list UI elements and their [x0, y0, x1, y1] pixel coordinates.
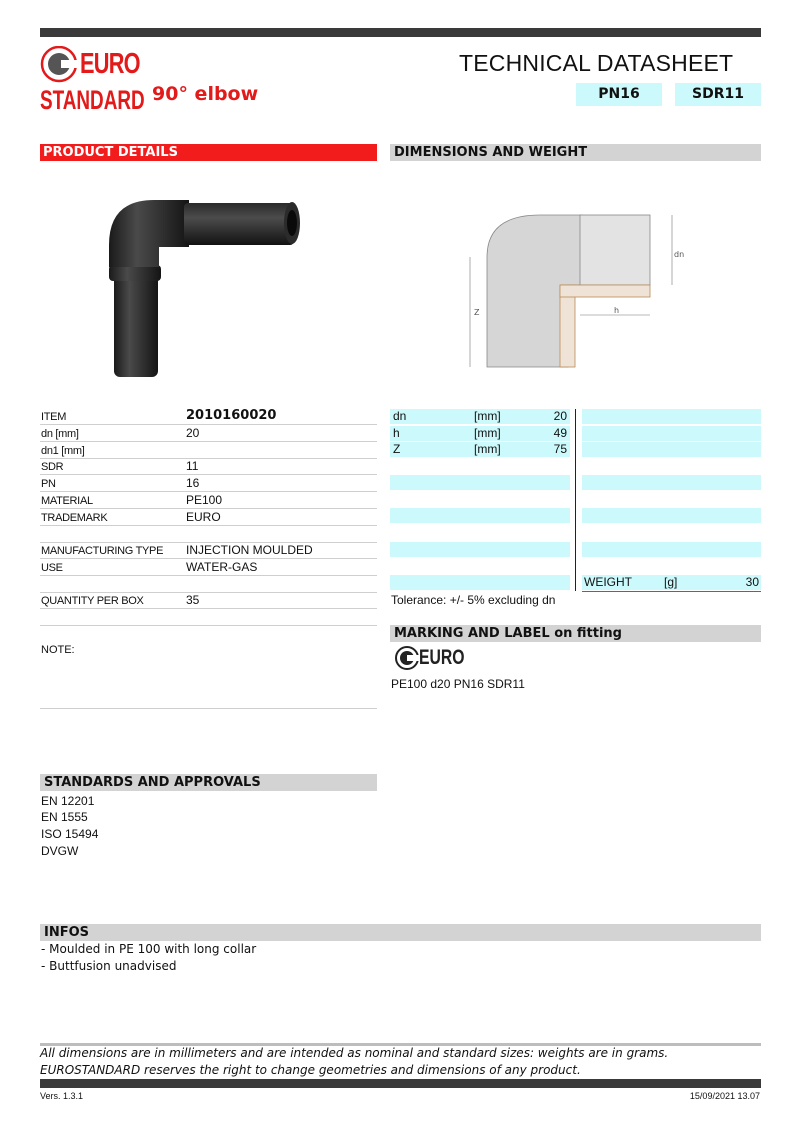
dim-cell-bg: [582, 409, 761, 424]
dim-row-dn: [390, 409, 570, 424]
weight-label: WEIGHT: [584, 575, 632, 589]
dim-cell-bg: [390, 508, 570, 523]
note-label: NOTE:: [41, 644, 75, 656]
dim-cell-bg: [582, 426, 761, 441]
dim-row-h: [390, 426, 570, 441]
dim-row-z: [390, 442, 570, 457]
dim-cell-bg: [390, 475, 570, 490]
info-item: - Moulded in PE 100 with long collar: [41, 942, 257, 956]
detail-row-quantity: [40, 592, 377, 609]
standard-item: EN 12201: [41, 794, 95, 808]
detail-row-sdr: [40, 458, 377, 475]
detail-row-item: [40, 408, 377, 425]
detail-value: PE100: [186, 493, 223, 507]
detail-value: 16: [186, 476, 200, 490]
standard-item: DVGW: [41, 844, 79, 858]
detail-row-use: [40, 559, 377, 576]
detail-value: WATER-GAS: [186, 560, 258, 574]
section-marking: MARKING AND LABEL on fitting: [390, 625, 761, 642]
dim-cell-bg: [390, 542, 570, 557]
detail-value: EURO: [186, 510, 221, 524]
dim-cell-bg: [582, 542, 761, 557]
technical-drawing: [460, 205, 690, 385]
standard-item: EN 1555: [41, 810, 88, 824]
detail-value: 11: [186, 459, 199, 473]
disclaimer-line-1: All dimensions are in millimeters and are intended as nominal and standard sizes: weights are in grams.: [40, 1046, 669, 1060]
section-standards: STANDARDS AND APPROVALS: [40, 774, 377, 791]
detail-key: MANUFACTURING TYPE: [41, 545, 164, 557]
tolerance-text: Tolerance: +/- 5% excluding dn: [391, 593, 556, 607]
product-name: 90° elbow: [152, 83, 259, 105]
dim-name: dn: [393, 409, 407, 423]
dim-unit: [mm]: [474, 426, 501, 440]
detail-key: dn1 [mm]: [41, 445, 85, 457]
weight-row: [582, 575, 761, 590]
section-infos: INFOS: [40, 924, 761, 941]
dim-divider: [575, 409, 576, 591]
detail-value: 20: [186, 426, 200, 440]
drawing-label-z: Z: [474, 308, 480, 317]
weight-value: 30: [745, 575, 759, 589]
detail-key: TRADEMARK: [41, 512, 108, 524]
detail-row-dn1: [40, 442, 377, 459]
detail-key: MATERIAL: [41, 495, 93, 507]
dim-cell-bg: [582, 442, 761, 457]
eurostandard-logo: [40, 46, 145, 118]
detail-row-blank: [40, 526, 377, 543]
product-image: [104, 195, 304, 380]
detail-value: INJECTION MOULDED: [186, 543, 313, 557]
pn-badge: PN16: [576, 83, 662, 106]
section-dimensions-weight: DIMENSIONS AND WEIGHT: [390, 144, 761, 161]
info-item: - Buttfusion unadvised: [41, 959, 177, 973]
dim-cell-bg: [390, 575, 570, 590]
detail-row-blank: [40, 576, 377, 593]
detail-row-manufacturing: [40, 542, 377, 559]
dim-name: h: [393, 426, 400, 440]
detail-value: 35: [186, 593, 200, 607]
top-bar: [40, 28, 761, 37]
marking-logo: [395, 646, 467, 670]
dim-unit: [mm]: [474, 442, 501, 456]
dim-value: 75: [553, 442, 567, 456]
logo-text-euro: EURO: [80, 48, 140, 80]
detail-row-dn: [40, 425, 377, 442]
marking-logo-text: EURO: [419, 646, 465, 669]
note-underline: [40, 708, 377, 709]
detail-row-trademark: [40, 509, 377, 526]
dim-cell-bg: [582, 475, 761, 490]
logo-text-standard: STANDARD: [40, 85, 145, 115]
dim-value: 49: [553, 426, 567, 440]
document-title: TECHNICAL DATASHEET: [459, 50, 734, 76]
detail-row-material: [40, 492, 377, 509]
dim-value: 20: [553, 409, 567, 423]
disclaimer-line-2: EUROSTANDARD reserves the right to change geometries and dimensions of any product.: [40, 1063, 581, 1077]
drawing-label-dn: dn: [674, 250, 685, 259]
detail-row-blank: [40, 609, 377, 626]
dim-unit: [mm]: [474, 409, 501, 423]
detail-key: ITEM: [41, 411, 67, 423]
dim-name: Z: [393, 442, 401, 456]
dim-cell-bg: [582, 508, 761, 523]
version-label: Vers. 1.3.1: [40, 1091, 84, 1101]
detail-key: USE: [41, 562, 63, 574]
detail-key: PN: [41, 478, 56, 490]
weight-unit: [g]: [664, 575, 678, 589]
detail-row-pn: [40, 475, 377, 492]
detail-key: SDR: [41, 461, 64, 473]
section-product-details: PRODUCT DETAILS: [40, 144, 377, 161]
timestamp-label: 15/09/2021 13.07: [689, 1091, 760, 1101]
weight-underline: [582, 591, 761, 592]
detail-value: 2010160020: [186, 408, 277, 423]
drawing-label-h: h: [614, 306, 620, 315]
detail-key: dn [mm]: [41, 428, 79, 440]
bottom-bar: [40, 1079, 761, 1088]
detail-key: QUANTITY PER BOX: [41, 595, 144, 607]
standard-item: ISO 15494: [41, 827, 99, 841]
sdr-badge: SDR11: [675, 83, 761, 106]
marking-text: PE100 d20 PN16 SDR11: [391, 677, 525, 691]
